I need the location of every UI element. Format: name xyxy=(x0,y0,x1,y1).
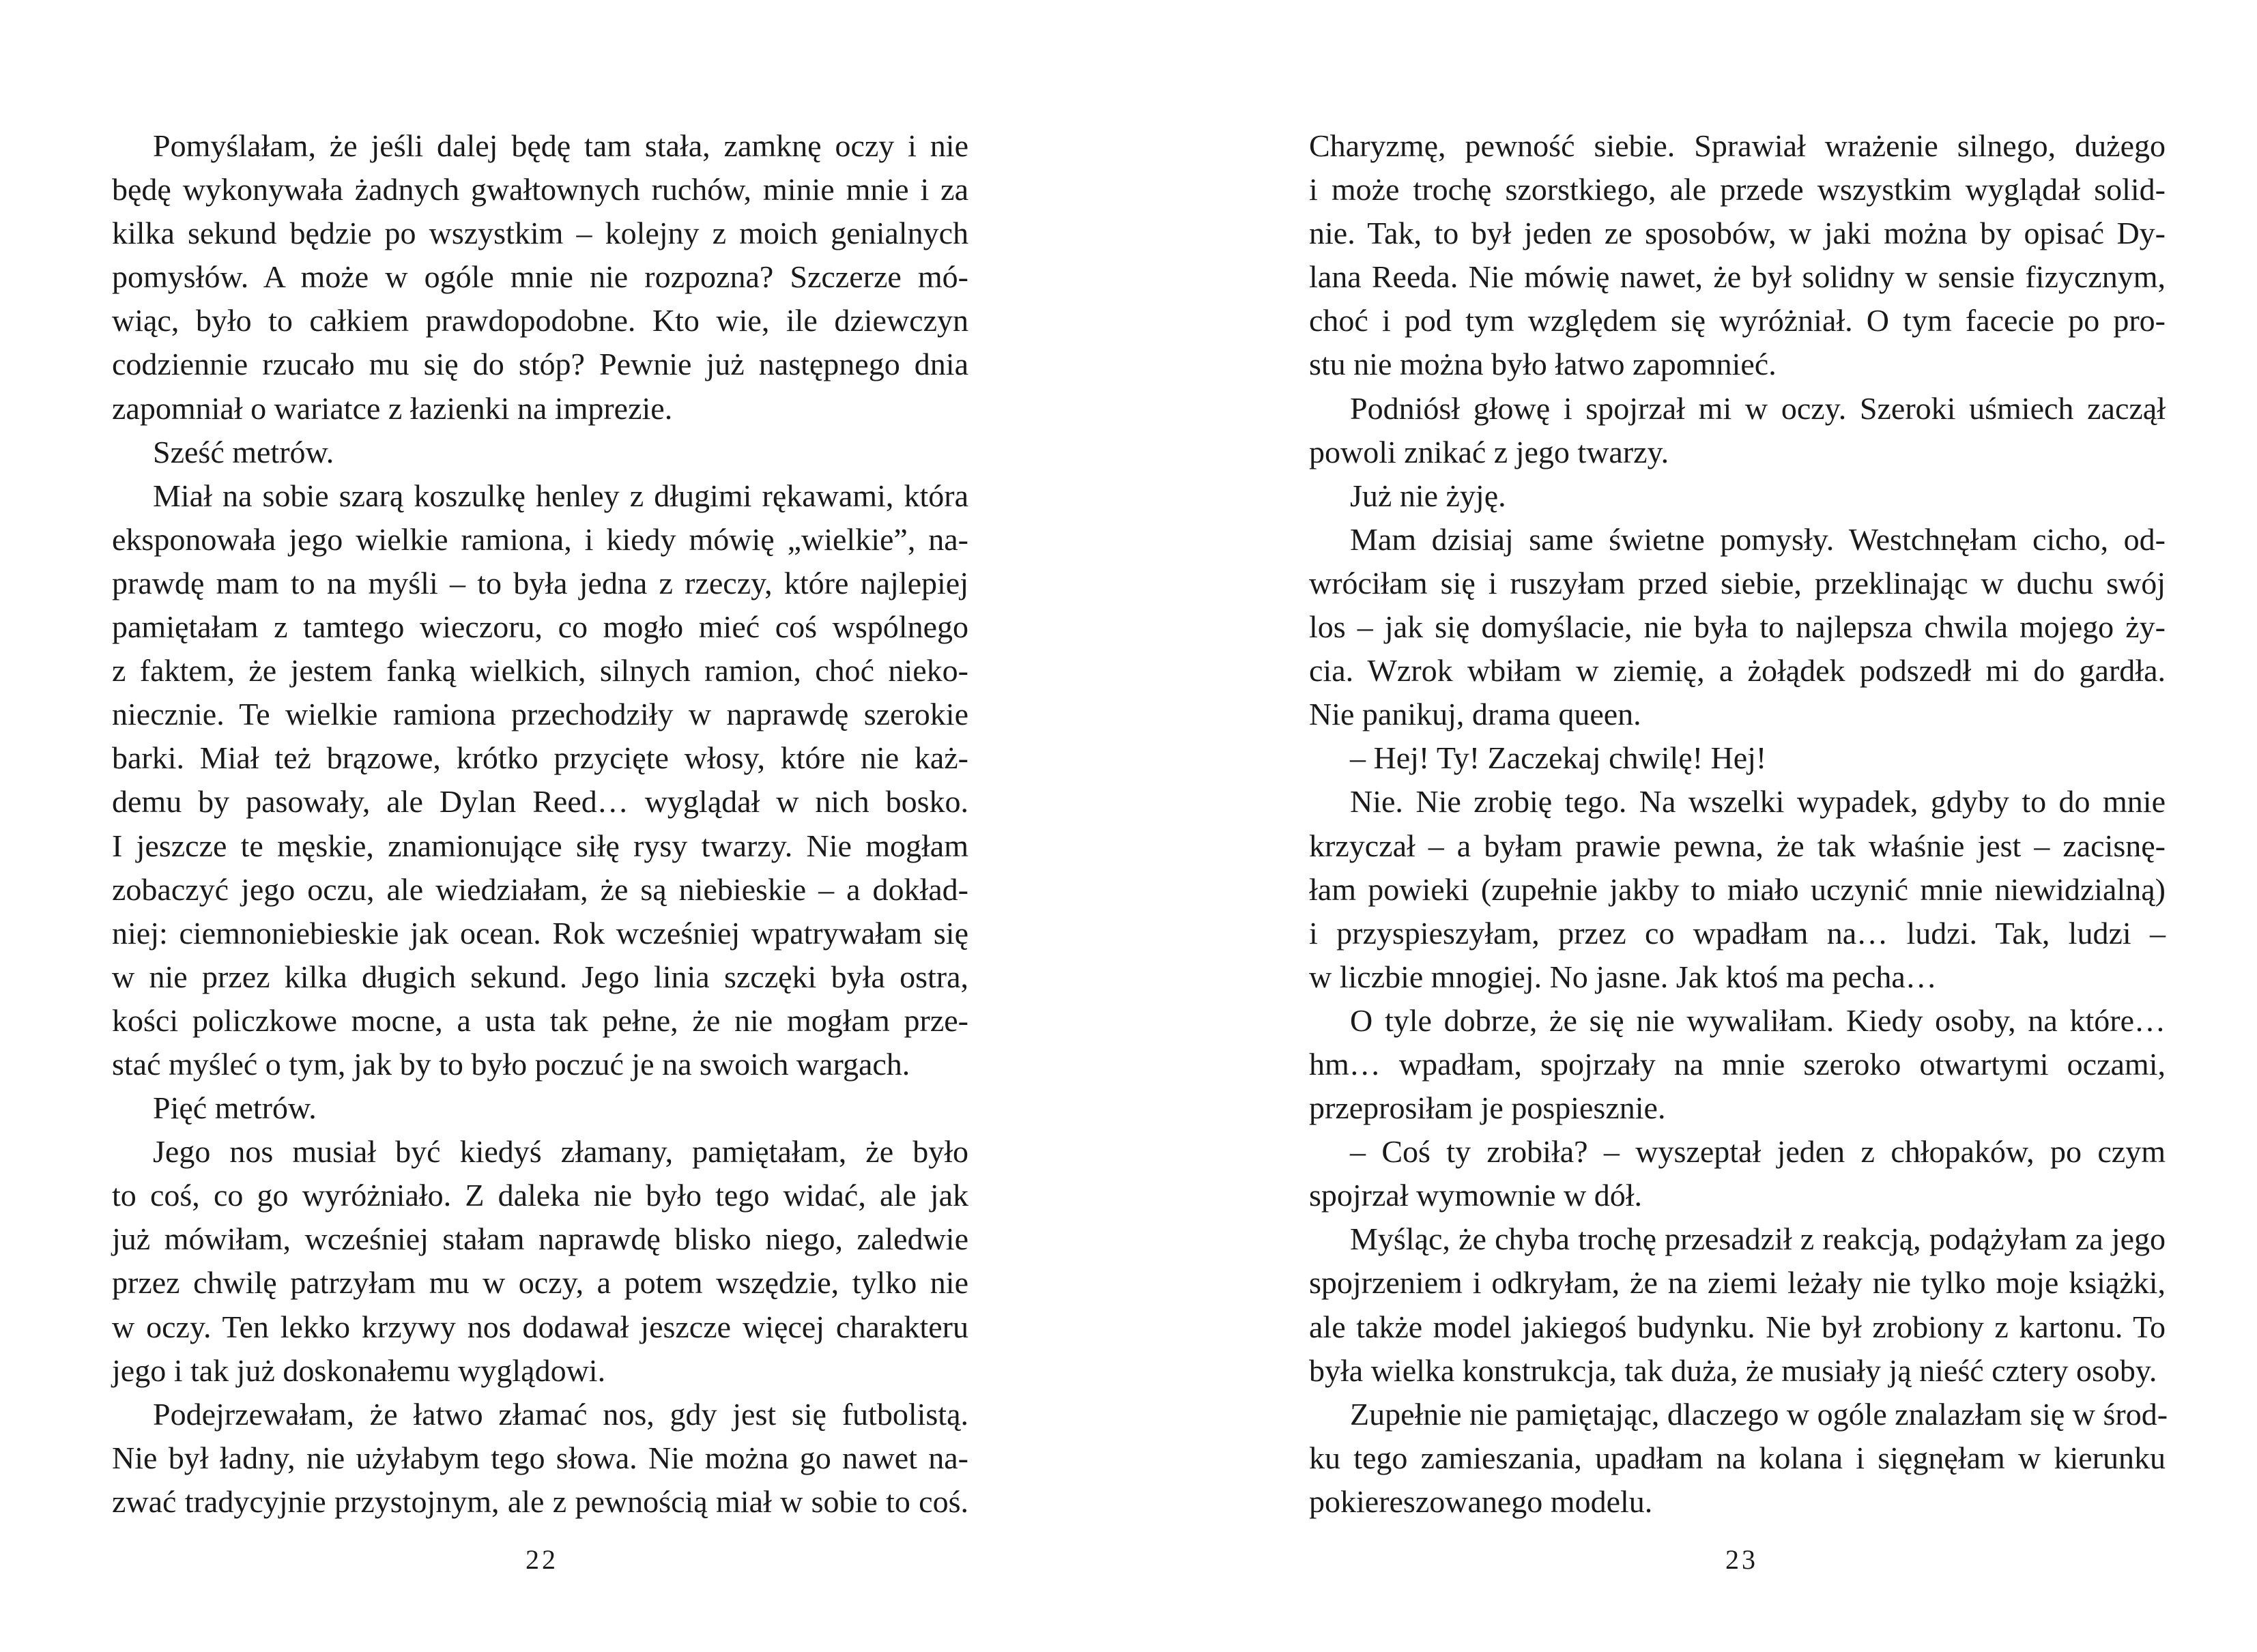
text-line: Zupełnie nie pamiętając, dlaczego w ogóle znalazłam się w środ- xyxy=(1350,1396,2168,1432)
text-line: demu by pasowały, ale Dylan Reed… wyglądał w nich bosko. xyxy=(112,784,968,820)
text-line: stu nie można było łatwo zapomnieć. xyxy=(1309,347,1777,382)
text-line: będę wykonywała żadnych gwałtownych ruchów, minie mnie i za xyxy=(112,172,968,207)
text-line: eksponowała jego wielkie ramiona, i kiedy mówię „wielkie”, na- xyxy=(112,521,968,557)
text-line: powoli znikać z jego twarzy. xyxy=(1309,434,1669,469)
left-page-text xyxy=(112,124,968,1524)
text-line: Nie. Nie zrobię tego. Na wszelki wypadek, gdyby to do mnie xyxy=(1350,784,2166,820)
text-line: zapomniał o wariatce z łazienki na imprezie. xyxy=(112,390,673,426)
text-line: łam powieki (zupełnie jakby to miało uczynić mnie niewidzialną) xyxy=(1309,871,2166,907)
text-line: wróciłam się i ruszyłam przed siebie, przeklinając w duchu swój xyxy=(1309,565,2166,600)
text-line: stać myśleć o tym, jak by to było poczuć je na swoich wargach. xyxy=(112,1046,910,1082)
text-line: była wielka konstrukcja, tak duża, że musiały ją nieść cztery osoby. xyxy=(1309,1352,2157,1388)
text-line: O tyle dobrze, że się nie wywaliłam. Kiedy osoby, na które… xyxy=(1350,1002,2166,1038)
text-line: spojrzał wymownie w dół. xyxy=(1309,1178,1643,1213)
text-line: jego i tak już doskonałemu wyglądowi. xyxy=(112,1352,606,1388)
text-line: Już nie żyję. xyxy=(1350,478,1506,513)
text-line: z faktem, że jestem fanką wielkich, silnych ramion, choć nieko- xyxy=(112,653,968,689)
text-line: – Hej! Ty! Zaczekaj chwilę! Hej! xyxy=(1350,740,1767,776)
left-page xyxy=(0,0,1128,1652)
text-line: i przyspieszyłam, przez co wpadłam na… ludzi. Tak, ludzi – xyxy=(1309,915,2166,951)
text-line: los – jak się domyślacie, nie była to najlepsza chwila mojego ży- xyxy=(1309,609,2166,645)
text-line: ale także model jakiegoś budynku. Nie był zrobiony z kartonu. To xyxy=(1309,1309,2166,1344)
text-line: wiąc, było to całkiem prawdopodobne. Kto wie, ile dziewczyn xyxy=(112,303,968,338)
text-line: niej: ciemnoniebieskie jak ocean. Rok wcześniej wpatrywałam się xyxy=(112,915,968,951)
text-line: Podniósł głowę i spojrzał mi w oczy. Szeroki uśmiech zaczął xyxy=(1350,390,2166,426)
text-line: Miał na sobie szarą koszulkę henley z długimi rękawami, która xyxy=(153,478,968,513)
text-line: I jeszcze te męskie, znamionujące siłę rysy twarzy. Nie mogłam xyxy=(112,828,968,863)
left-page-number: 22 xyxy=(526,1544,558,1575)
text-line: już mówiłam, wcześniej stałam naprawdę blisko niego, zaledwie xyxy=(112,1221,968,1257)
text-line: kości policzkowe mocne, a usta tak pełne, że nie mogłam prze- xyxy=(112,1002,968,1038)
text-line: Sześć metrów. xyxy=(153,434,334,469)
text-line: lana Reeda. Nie mówię nawet, że był solidny w sensie fizycznym, xyxy=(1309,259,2166,295)
text-line: kilka sekund będzie po wszystkim – kolejny z moich genialnych xyxy=(112,216,968,251)
text-line: Podejrzewałam, że łatwo złamać nos, gdy jest się futbolistą. xyxy=(153,1396,968,1432)
text-line: niecznie. Te wielkie ramiona przechodziły w naprawdę szerokie xyxy=(112,697,968,732)
text-line: zwać tradycyjnie przystojnym, ale z pewnością miał w sobie to coś. xyxy=(112,1483,968,1519)
right-page-number: 23 xyxy=(1725,1544,1758,1575)
text-line: Nie panikuj, drama queen. xyxy=(1309,697,1641,732)
text-line: Mam dzisiaj same świetne pomysły. Westchnęłam cicho, od- xyxy=(1350,521,2166,557)
text-line: Charyzmę, pewność siebie. Sprawiał wrażenie silnego, dużego xyxy=(1309,128,2166,163)
text-line: nie. Tak, to był jeden ze sposobów, w jaki można by opisać Dy- xyxy=(1309,216,2166,251)
text-line: – Coś ty zrobiła? – wyszeptał jeden z chłopaków, po czym xyxy=(1350,1134,2166,1170)
text-line: zobaczyć jego oczu, ale wiedziałam, że są niebieskie – a dokład- xyxy=(112,871,968,907)
text-line: w nie przez kilka długich sekund. Jego linia szczęki była ostra, xyxy=(112,959,968,994)
text-line: Pięć metrów. xyxy=(153,1090,317,1126)
text-line: hm… wpadłam, spojrzały na mnie szeroko otwartymi oczami, xyxy=(1309,1046,2166,1082)
text-line: codziennie rzucało mu się do stóp? Pewnie już następnego dnia xyxy=(112,347,968,382)
text-line: Myśląc, że chyba trochę przesadził z reakcją, podążyłam za jego xyxy=(1350,1221,2166,1257)
text-line: przez chwilę patrzyłam mu w oczy, a potem wszędzie, tylko nie xyxy=(112,1265,968,1301)
text-line: pomysłów. A może w ogóle mnie nie rozpozna? Szczerze mó- xyxy=(112,259,968,295)
text-line: to coś, co go wyróżniało. Z daleka nie było tego widać, ale jak xyxy=(112,1178,968,1213)
text-line: Jego nos musiał być kiedyś złamany, pamiętałam, że było xyxy=(153,1134,968,1170)
text-line: prawdę mam to na myśli – to była jedna z rzeczy, które najlepiej xyxy=(112,565,968,600)
text-line: ku tego zamieszania, upadłam na kolana i sięgnęłam w kierunku xyxy=(1309,1440,2166,1475)
text-line: krzyczał – a byłam prawie pewna, że tak właśnie jest – zacisnę- xyxy=(1309,828,2166,863)
right-page-text xyxy=(1309,124,2166,1524)
text-line: pamiętałam z tamtego wieczoru, co mogło mieć coś wspólnego xyxy=(112,609,968,645)
text-line: przeprosiłam je pospiesznie. xyxy=(1309,1090,1666,1126)
text-line: Nie był ładny, nie użyłabym tego słowa. Nie można go nawet na- xyxy=(112,1440,968,1475)
text-line: choć i pod tym względem się wyróżniał. O tym facecie po pro- xyxy=(1309,303,2166,338)
text-line: w liczbie mnogiej. No jasne. Jak ktoś ma pecha… xyxy=(1309,959,1937,994)
text-line: Pomyślałam, że jeśli dalej będę tam stała, zamknę oczy i nie xyxy=(153,128,968,163)
text-line: cia. Wzrok wbiłam w ziemię, a żołądek podszedł mi do gardła. xyxy=(1309,653,2166,689)
text-line: w oczy. Ten lekko krzywy nos dodawał jeszcze więcej charakteru xyxy=(112,1309,968,1344)
text-line: i może trochę szorstkiego, ale przede wszystkim wyglądał solid- xyxy=(1309,172,2166,207)
text-line: spojrzeniem i odkryłam, że na ziemi leżały nie tylko moje książki, xyxy=(1309,1265,2166,1301)
text-line: pokiereszowanego modelu. xyxy=(1309,1483,1653,1519)
text-line: barki. Miał też brązowe, krótko przycięte włosy, które nie każ- xyxy=(112,740,968,776)
right-page xyxy=(1128,0,2257,1652)
